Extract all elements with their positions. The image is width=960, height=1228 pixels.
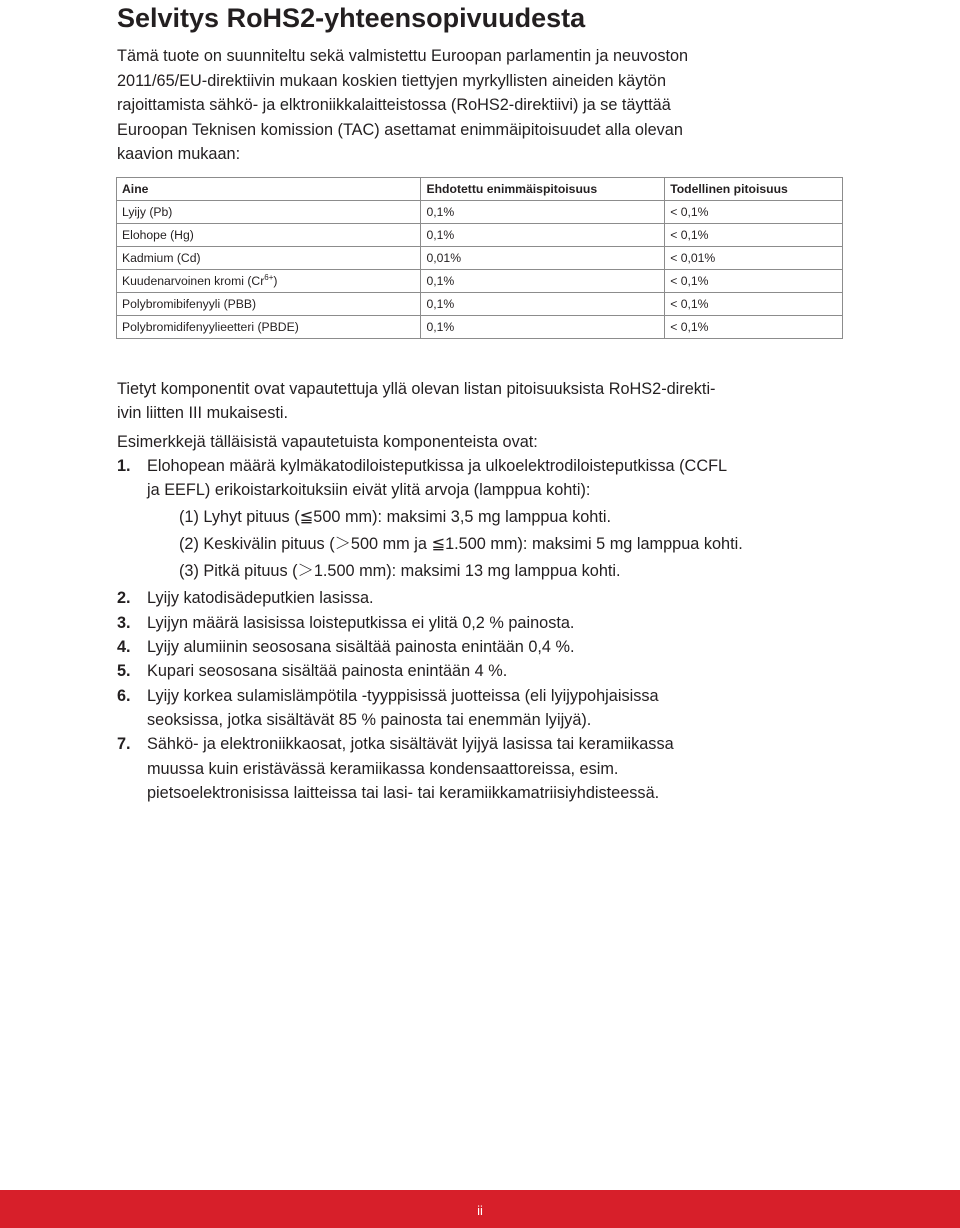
item-number: 2. bbox=[117, 589, 131, 608]
footer-bar bbox=[0, 1190, 960, 1228]
cell-substance: Elohope (Hg) bbox=[117, 224, 421, 247]
table-row bbox=[117, 316, 843, 339]
item-line: Lyijy katodisädeputkien lasissa. bbox=[147, 589, 374, 608]
cell-proposed: 0,1% bbox=[421, 224, 665, 247]
examples-intro bbox=[117, 430, 852, 454]
sub-item: (3) Pitkä pituus (＞1.500 mm): maksimi 13 mg lamppua kohti. bbox=[179, 562, 621, 581]
item-line: ja EEFL) erikoistarkoituksiin eivät ylitä arvoja (lamppua kohti): bbox=[147, 481, 591, 500]
substance-suffix: ) bbox=[273, 274, 278, 288]
cell-substance: Lyijy (Pb) bbox=[117, 201, 421, 224]
cell-actual: < 0,1% bbox=[665, 201, 843, 224]
table-header-row bbox=[117, 178, 843, 201]
list-item bbox=[117, 659, 852, 683]
list-item bbox=[117, 454, 852, 584]
cell-substance: Polybromibifenyyli (PBB) bbox=[117, 293, 421, 316]
list-item bbox=[117, 611, 852, 635]
sub-item: (1) Lyhyt pituus (≦500 mm): maksimi 3,5 mg lamppua kohti. bbox=[179, 508, 611, 527]
intro-line: Tämä tuote on suunniteltu sekä valmistettu Euroopan parlamentin ja neuvoston bbox=[117, 47, 689, 65]
table-row bbox=[117, 224, 843, 247]
list-item bbox=[117, 732, 852, 805]
substance-limits-table bbox=[116, 177, 843, 339]
intro-line: kaavion mukaan: bbox=[117, 145, 241, 164]
exemptions-section bbox=[117, 377, 852, 805]
cell-actual: < 0,01% bbox=[665, 247, 843, 270]
item-number: 3. bbox=[117, 613, 131, 632]
intro-paragraph bbox=[117, 44, 847, 167]
column-header-substance: Aine bbox=[117, 178, 421, 201]
list-item bbox=[117, 586, 852, 610]
item-line: pietsoelektronisissa laitteissa tai lasi- tai keramiikkamatriisiyhdisteessä. bbox=[147, 783, 660, 802]
list-item bbox=[117, 684, 852, 733]
cell-proposed: 0,1% bbox=[421, 201, 665, 224]
cell-substance: Kadmium (Cd) bbox=[117, 247, 421, 270]
intro-line: rajoittamista sähkö- ja elktroniikkalaitteistossa (RoHS2-direktiivi) ja se täyttää bbox=[117, 96, 671, 115]
exemption-paragraph bbox=[117, 377, 852, 426]
item-line: Lyijyn määrä lasisissa loisteputkissa ei ylitä 0,2 % painosta. bbox=[147, 613, 575, 632]
list-item bbox=[117, 635, 852, 659]
item-line: seoksissa, jotka sisältävät 85 % painosta tai enemmän lyijyä). bbox=[147, 710, 592, 729]
examples-intro-text: Esimerkkejä tälläisistä vapautetuista komponenteista ovat: bbox=[117, 432, 538, 451]
item-number: 6. bbox=[117, 686, 131, 705]
cell-substance: Polybromidifenyylieetteri (PBDE) bbox=[117, 316, 421, 339]
cell-proposed: 0,01% bbox=[421, 247, 665, 270]
item-line: Lyijy alumiinin seososana sisältää painosta enintään 0,4 %. bbox=[147, 638, 575, 657]
item-number: 1. bbox=[117, 456, 131, 475]
item-line: Lyijy korkea sulamislämpötila -tyyppisissä juotteissa (eli lyijypohjaisissa bbox=[147, 686, 659, 705]
cell-actual: < 0,1% bbox=[665, 316, 843, 339]
page-number: ii bbox=[477, 1203, 483, 1218]
cell-proposed: 0,1% bbox=[421, 270, 665, 293]
sub-item: (2) Keskivälin pituus (＞500 mm ja ≦1.500 mm): maksimi 5 mg lamppua kohti. bbox=[179, 535, 743, 554]
item-line: Kupari seososana sisältää painosta enintään 4 %. bbox=[147, 662, 508, 681]
substance-name: Kuudenarvoinen kromi (Cr bbox=[122, 274, 265, 288]
page-title: Selvitys RoHS2-yhteensopivuudesta bbox=[117, 3, 586, 33]
intro-line: 2011/65/EU-direktiivin mukaan koskien tiettyjen myrkyllisten aineiden käytön bbox=[117, 71, 667, 90]
item-line: Sähkö- ja elektroniikkaosat, jotka sisältävät lyijyä lasissa tai keramiikassa bbox=[147, 735, 674, 754]
item-number: 5. bbox=[117, 662, 131, 681]
table-row bbox=[117, 201, 843, 224]
cell-actual: < 0,1% bbox=[665, 293, 843, 316]
item-number: 7. bbox=[117, 735, 131, 754]
cell-proposed: 0,1% bbox=[421, 316, 665, 339]
cell-actual: < 0,1% bbox=[665, 224, 843, 247]
cell-actual: < 0,1% bbox=[665, 270, 843, 293]
intro-line: Euroopan Teknisen komission (TAC) asettamat enimmäipitoisuudet alla olevan bbox=[117, 120, 683, 139]
cell-substance bbox=[117, 270, 421, 293]
superscript-charge: 6+ bbox=[264, 272, 274, 282]
item-line: muussa kuin eristävässä keramiikassa kondensaattoreissa, esim. bbox=[147, 759, 619, 778]
table-row bbox=[117, 293, 843, 316]
column-header-proposed-max: Ehdotettu enimmäispitoisuus bbox=[421, 178, 665, 201]
item-number: 4. bbox=[117, 638, 131, 657]
exemption-line: Tietyt komponentit ovat vapautettuja yllä olevan listan pitoisuuksista RoHS2-direkti- bbox=[117, 380, 716, 398]
exemption-line: ivin liitten III mukaisesti. bbox=[117, 404, 289, 423]
table-row bbox=[117, 270, 843, 293]
column-header-actual: Todellinen pitoisuus bbox=[665, 178, 843, 201]
item-line: Elohopean määrä kylmäkatodiloisteputkissa ja ulkoelektrodiloisteputkissa (CCFL bbox=[147, 456, 728, 475]
table-row bbox=[117, 247, 843, 270]
cell-proposed: 0,1% bbox=[421, 293, 665, 316]
